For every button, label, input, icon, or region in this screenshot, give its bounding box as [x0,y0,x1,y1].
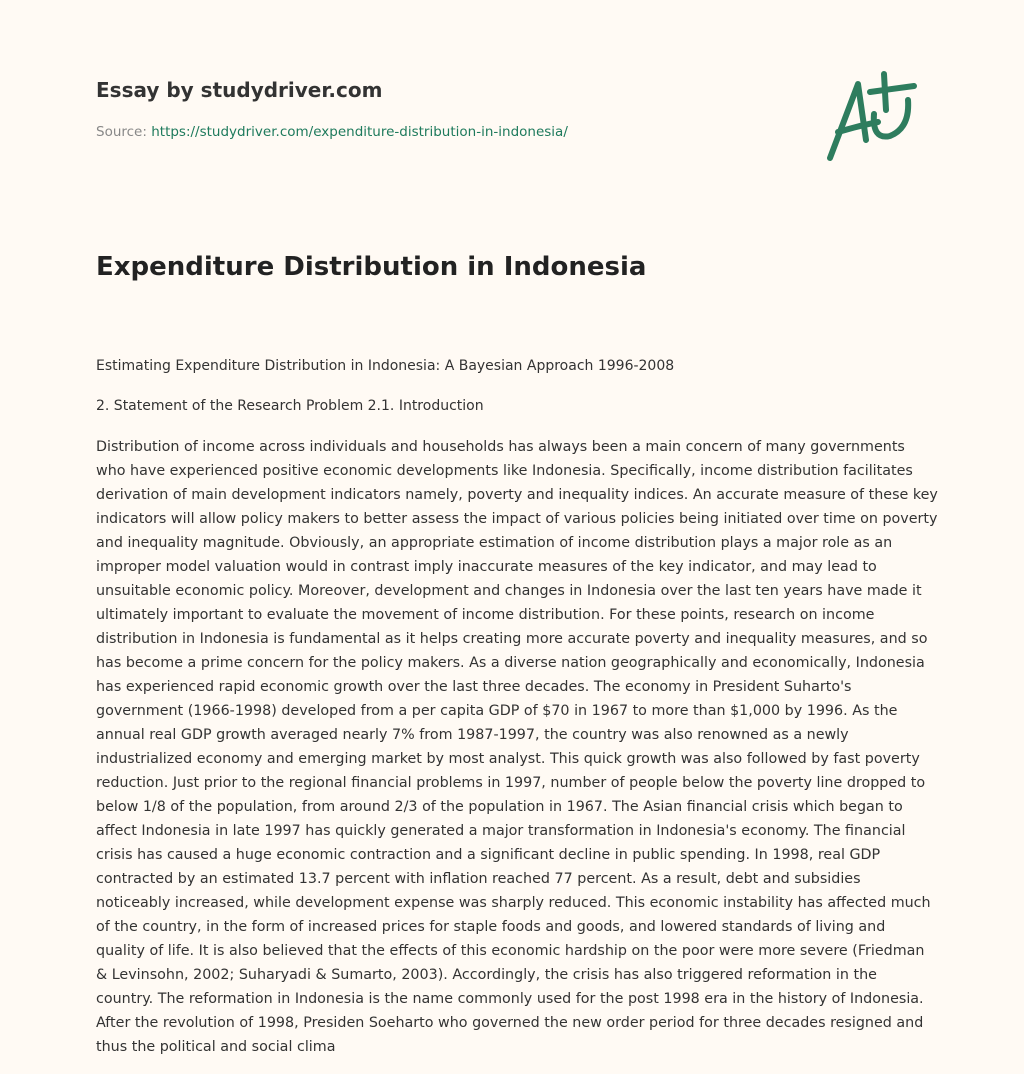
source-line [96,124,568,140]
source-link[interactable]: https://studydriver.com/expenditure-distribution-in-indonesia/ [151,124,568,140]
section-heading: 2. Statement of the Research Problem 2.1. Introduction [96,398,484,414]
a-plus-logo-icon [818,70,928,170]
page-title: Expenditure Distribution in Indonesia [96,252,647,282]
site-brand: Essay by studydriver.com [96,78,383,102]
source-label: Source: [96,124,152,140]
essay-subtitle: Estimating Expenditure Distribution in Indonesia: A Bayesian Approach 1996-2008 [96,358,675,374]
essay-body: Distribution of income across individuals and households has always been a main concern of many governments who have experienced positive economic developments like Indonesia. Specifically, income distribution facilitates derivation of main development indicators namely, poverty and inequality indices. An accurate measure of these key indicators will allow policy makers to better assess the impact of various policies being initiated over time on poverty and inequality magnitude. Obviously, an appropriate estimation of income distribution plays a major role as an improper model valuation would in contrast imply inaccurate measures of the key indicator, and may lead to unsuitable economic policy. Moreover, development and changes in Indonesia over the last ten years have made it ultimately important to evaluate the movement of income distribution. For these points, research on income distribution in Indonesia is fundamental as it helps creating more accurate poverty and inequality measures, and so has become a prime concern for the policy makers. As a diverse nation geographically and economically, Indonesia has experienced rapid economic growth over the last three decades. The economy in President Suharto's government (1966-1998) developed from a per capita GDP of $70 in 1967 to more than $1,000 by 1996. As the annual real GDP growth averaged nearly 7% from 1987-1997, the country was also renowned as a newly industrialized economy and emerging market by most analyst. This quick growth was also followed by fast poverty reduction. Just prior to the regional financial problems in 1997, number of people below the poverty line dropped to below 1/8 of the population, from around 2/3 of the population in 1967. The Asian financial crisis which began to affect Indonesia in late 1997 has quickly generated a major transformation in Indonesia's economy. The financial crisis has caused a huge economic contraction and a significant decline in public spending. In 1998, real GDP contracted by an estimated 13.7 percent with inflation reached 77 percent. As a result, debt and subsidies noticeably increased, while development expense was sharply reduced. This economic instability has affected much of the country, in the form of increased prices for staple foods and goods, and lowered standards of living and quality of life. It is also believed that the effects of this economic hardship on the poor were more severe (Friedman & Levinsohn, 2002; Suharyadi & Sumarto, 2003). Accordingly, the crisis has also triggered reformation in the country. The reformation in Indonesia is the name commonly used for the post 1998 era in the history of Indonesia. After the revolution of 1998, Presiden Soeharto who governed the new order period for three decades resigned and thus the political and social clima [96,439,938,1055]
